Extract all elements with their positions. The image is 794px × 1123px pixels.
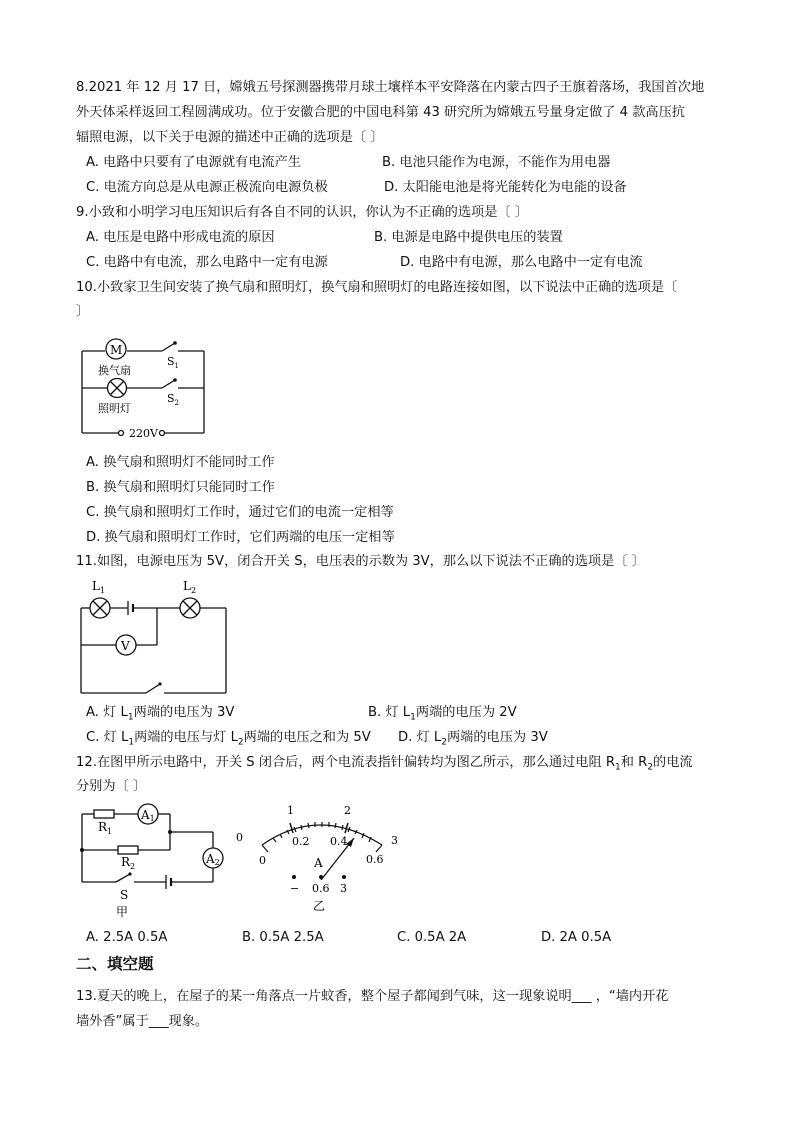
q10-option-b: B. 换气扇和照明灯只能同时工作 [86, 480, 275, 495]
l2-label: $L_2$ [183, 579, 197, 595]
q13-stem-line2: 墙外香”属于___现象。 [76, 1014, 209, 1029]
q8-stem-line1: 8.2021 年 12 月 17 日，嫦娥五号探测器携带月球土壤样本平安降落在内蒙古四子王旗着落场，我国首次地 [76, 80, 705, 95]
q10-option-a: A. 换气扇和照明灯不能同时工作 [86, 455, 275, 470]
q12-stem-line1: 12.在图甲所示电路中，开关 S 闭合后，两个电流表指针偏转均为图乙所示，那么通过电阻 $R_1$和 $R_2$的电流 [76, 755, 693, 773]
q12-option-c: C. 0.5A 2A [397, 930, 467, 945]
figure-b-caption: 乙 [313, 899, 326, 913]
q11-option-c: C. 灯 $L_1$两端的电压与灯 $L_2$两端的电压之和为 5V [86, 730, 371, 748]
section-title-fill-in: 二、填空题 [76, 955, 154, 973]
r2-label: $R_2$ [121, 855, 136, 871]
outer-tick-3: 3 [391, 834, 398, 847]
terminal-minus: − [290, 882, 300, 895]
switch-s-icon [146, 684, 160, 693]
q8-stem-line2: 外天体采样返回工程圆满成功。位于安徽合肥的中国电科第 43 研究所为嫦娥五号量身定做了 4 款高压抗 [76, 105, 685, 120]
r1-label: $R_1$ [98, 820, 113, 836]
q9-option-d: D. 电路中有电源，那么电路中一定有电流 [400, 255, 643, 270]
a1-label: A1 [141, 808, 155, 823]
q10-stem-line2: 〕 [76, 304, 90, 319]
fan-label: 换气扇 [98, 364, 131, 377]
q9-option-a: A. 电压是电路中形成电流的原因 [86, 230, 275, 245]
q8-option-d: D. 太阳能电池是将光能转化为电能的设备 [384, 180, 627, 195]
voltmeter-label: V [121, 639, 130, 653]
q8-option-b: B. 电池只能作为电源，不能作为用电器 [382, 155, 611, 170]
terminal-3: 3 [340, 882, 347, 895]
q11-option-d: D. 灯 $L_2$两端的电压为 3V [398, 730, 548, 748]
q9-stem: 9.小致和小明学习电压知识后有各自不同的认识，你认为不正确的选项是〔 〕 [76, 205, 528, 220]
figure-a-caption: 甲 [116, 905, 129, 919]
motor-label: M [110, 343, 123, 357]
q10-circuit-diagram [74, 333, 214, 443]
q12-ammeter-dial-b [232, 797, 402, 917]
outer-tick-2: 2 [344, 804, 351, 817]
inner-tick-0-6: 0.6 [366, 853, 384, 866]
q10-option-d: D. 换气扇和照明灯工作时，它们两端的电压一定相等 [86, 530, 395, 545]
outer-tick-0: 0 [236, 831, 243, 844]
q12-option-b: B. 0.5A 2.5A [242, 930, 324, 945]
q12-option-d: D. 2A 0.5A [541, 930, 612, 945]
unit-label: A [314, 856, 323, 870]
q11-circuit-diagram [78, 578, 238, 698]
switch-s-icon [116, 874, 130, 882]
s1-label: $S_1$ [167, 355, 180, 370]
q11-option-b: B. 灯 $L_1$两端的电压为 2V [368, 705, 517, 723]
q8-stem-line3: 辐照电源，以下关于电源的描述中正确的选项是〔 〕 [76, 130, 384, 145]
inner-tick-0-2: 0.2 [292, 835, 310, 848]
s2-label: $S_2$ [167, 392, 180, 407]
q12-option-a: A. 2.5A 0.5A [86, 930, 168, 945]
lamp-label: 照明灯 [98, 402, 131, 415]
q11-stem: 11.如图，电源电压为 5V，闭合开关 S，电压表的示数为 3V，那么以下说法不正确的选项是〔 〕 [76, 554, 645, 569]
switch-s2-icon [162, 380, 175, 388]
terminal-0-6: 0.6 [312, 882, 330, 895]
inner-tick-0: 0 [259, 854, 266, 867]
q8-option-c: C. 电流方向总是从电源正极流向电源负极 [86, 180, 328, 195]
q9-option-b: B. 电源是电路中提供电压的装置 [374, 230, 563, 245]
q10-stem-line1: 10.小致家卫生间安装了换气扇和照明灯，换气扇和照明灯的电路连接如图，以下说法中正确的选项是〔 [76, 280, 678, 295]
voltage-label: 220V [129, 427, 158, 440]
switch-s1-icon [162, 343, 175, 351]
q12-stem-line2: 分别为〔 〕 [76, 779, 147, 794]
q10-option-c: C. 换气扇和照明灯工作时，通过它们的电流一定相等 [86, 505, 394, 520]
inner-tick-0-4: 0.4 [330, 835, 348, 848]
q12-circuit-diagram-a [78, 800, 238, 920]
resistor-r2-icon [118, 846, 138, 854]
switch-label: S [120, 888, 129, 902]
q11-option-a: A. 灯 $L_1$两端的电压为 3V [86, 705, 235, 723]
q8-option-a: A. 电路中只要有了电源就有电流产生 [86, 155, 301, 170]
a2-label: A2 [206, 852, 220, 867]
q13-stem-line1: 13.夏天的晚上，在屋子的某一角落点一片蚊香，整个屋子都闻到气味，这一现象说明___ ，“墙内开花 [76, 989, 669, 1004]
q9-option-c: C. 电路中有电流，那么电路中一定有电源 [86, 255, 328, 270]
outer-tick-1: 1 [287, 804, 294, 817]
l1-label: $L_1$ [92, 579, 106, 595]
resistor-r1-icon [94, 810, 114, 818]
